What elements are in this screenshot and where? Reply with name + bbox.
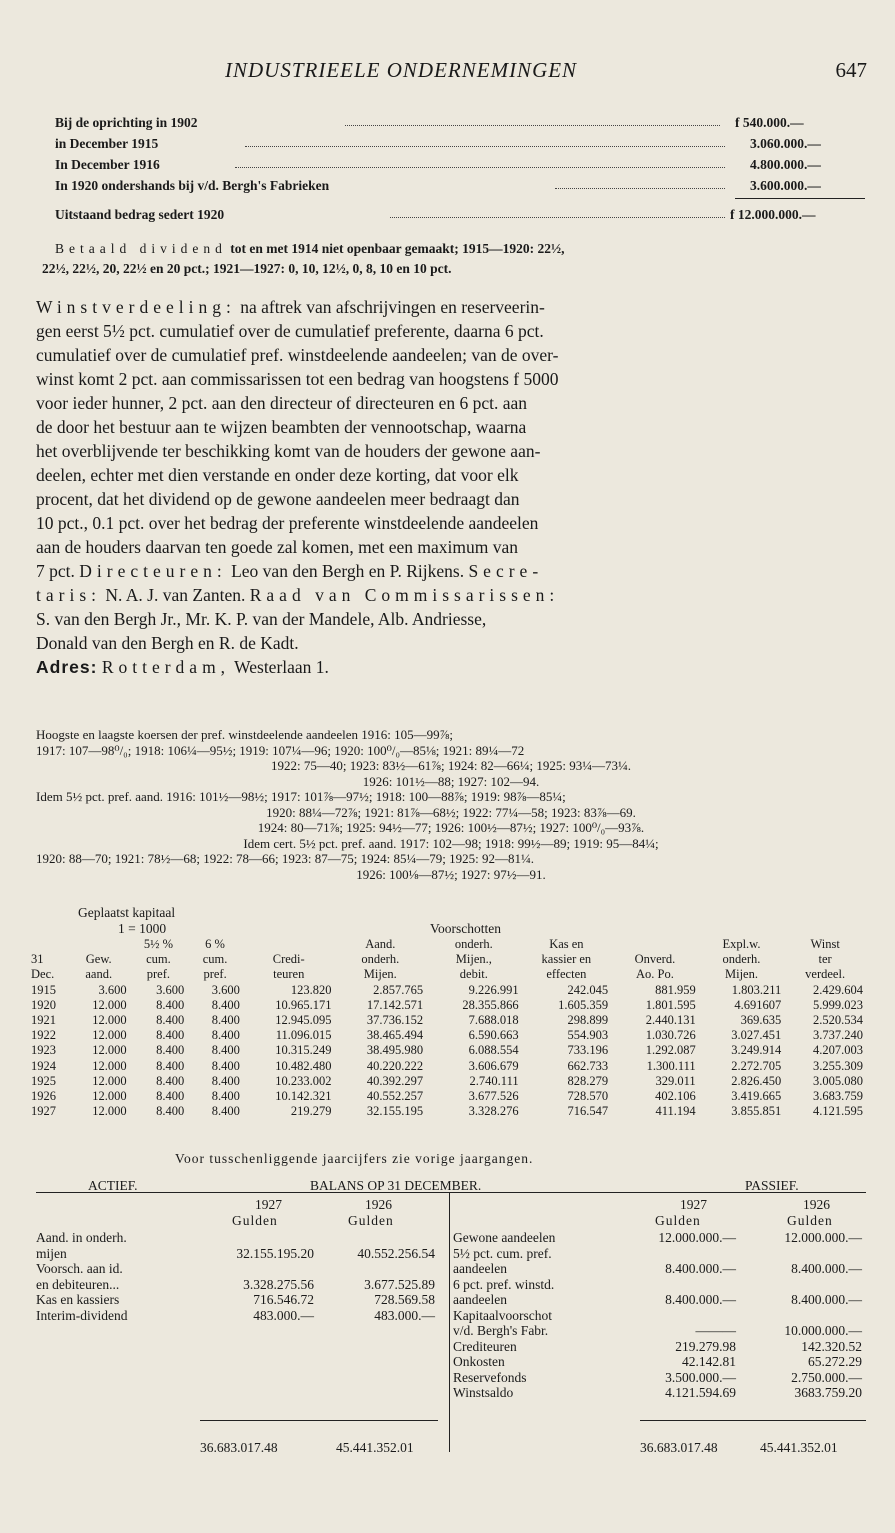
balans-value-1927: 42.142.81 bbox=[682, 1354, 736, 1369]
header-cell: kassier en bbox=[541, 952, 592, 967]
secretaris-name: N. A. J. van Zanten. bbox=[105, 585, 246, 605]
header-cell: Aand. bbox=[365, 937, 396, 951]
balans-label: aandeelen bbox=[453, 1292, 507, 1307]
balans-value-1926: 65.272.29 bbox=[808, 1354, 862, 1369]
body-line: winst komt 2 pct. aan commissarissen tot een bedrag van hoogstens f 5000 bbox=[36, 369, 559, 389]
year-cell: 1925 bbox=[31, 1073, 56, 1088]
header-cell: Expl.w. bbox=[722, 937, 761, 951]
value-cell: 38.465.494 bbox=[366, 1028, 424, 1043]
value-cell: 298.899 bbox=[567, 1013, 609, 1028]
value-cell: 2.520.534 bbox=[813, 1013, 863, 1028]
balans-label: mijen bbox=[36, 1245, 67, 1261]
balans-row bbox=[453, 1323, 866, 1339]
koers-line: 1924: 80—71⅞; 1925: 94½—77; 1926: 100½—87½; 1927: 100⁰/₀—93⅞. bbox=[257, 820, 645, 835]
dividend-heading: Betaald dividend bbox=[55, 241, 227, 256]
value-cell: 3.606.679 bbox=[468, 1058, 519, 1073]
balans-value-1926: 483.000.— bbox=[374, 1307, 435, 1323]
body-line: procent, dat het dividend op de gewone aandeelen meer bedraagt dan bbox=[36, 489, 520, 509]
balans-label: en debiteuren... bbox=[36, 1276, 120, 1292]
value-cell: 402.106 bbox=[655, 1089, 696, 1104]
value-cell: 3.677.526 bbox=[468, 1089, 519, 1104]
balans-row bbox=[453, 1277, 866, 1293]
balans-label: Reservefonds bbox=[453, 1369, 527, 1385]
winstverdeeling-heading: Winstverdeeling: bbox=[36, 297, 236, 317]
value-cell: 8.400 bbox=[211, 1028, 240, 1043]
value-cell: 2.857.765 bbox=[373, 982, 424, 997]
body-line: aan de houders daarvan ten goede zal komen, met een maximum van bbox=[36, 537, 519, 557]
header-cell: Mijen., bbox=[455, 952, 492, 967]
value-cell: 369.635 bbox=[740, 1013, 782, 1028]
header-cell: debit. bbox=[459, 967, 488, 982]
koers-line: 1926: 100⅛—87½; 1927: 97½—91. bbox=[356, 866, 546, 882]
balans-row bbox=[453, 1385, 866, 1401]
balans-label: v/d. Bergh's Fabr. bbox=[453, 1323, 549, 1338]
header-cell bbox=[243, 937, 335, 952]
koers-line: Idem 5½ pct. pref. aand. 1916: 101½—98½; 1917: 101⅞—97½; 1918: 100—88⅞; 1919: 98⅞—85¼; bbox=[36, 789, 566, 804]
value-cell: 2.429.604 bbox=[813, 982, 863, 997]
total-actief-1927: 36.683.017.48 bbox=[200, 1440, 278, 1455]
body-line: de door het bestuur aan te wijzen beambten der vennootschap, waarna bbox=[36, 417, 527, 437]
adres-label: Adres: bbox=[36, 657, 98, 677]
value-cell: 12.000 bbox=[92, 1013, 127, 1028]
header-cell: 6 % bbox=[205, 937, 225, 951]
value-cell: 733.196 bbox=[567, 1043, 609, 1058]
outstanding-label: Uitstaand bedrag sedert 1920 bbox=[55, 207, 225, 222]
col-unit: Gulden bbox=[348, 1213, 394, 1228]
value-cell: 1.801.595 bbox=[645, 997, 696, 1012]
header-cell: Onverd. bbox=[634, 952, 676, 967]
value-cell: 2.272.705 bbox=[731, 1058, 782, 1073]
value-cell: 10.482.480 bbox=[275, 1058, 332, 1073]
header-cell bbox=[611, 937, 699, 952]
commissarissen-names: S. van den Bergh Jr., Mr. K. P. van der Mandele, Alb. Andriesse, bbox=[36, 609, 487, 629]
balans-label: Interim-dividend bbox=[36, 1307, 128, 1323]
value-cell: 4.207.003 bbox=[813, 1043, 863, 1058]
adres-street: Westerlaan 1. bbox=[234, 657, 329, 677]
table-row bbox=[28, 1028, 866, 1043]
balans-value-1926: 40.552.256.54 bbox=[357, 1245, 435, 1261]
table-header-row bbox=[28, 937, 866, 952]
header-cell bbox=[68, 937, 130, 952]
table-footer: Voor tusschenliggende jaarcijfers zie vorige jaargangen. bbox=[175, 1151, 534, 1166]
value-cell: 8.400 bbox=[211, 1043, 240, 1058]
col-year: 1926 bbox=[803, 1197, 830, 1212]
value-cell: 12.000 bbox=[92, 1028, 127, 1043]
value-cell: 40.552.257 bbox=[366, 1089, 424, 1104]
balans-label: Aand. in onderh. bbox=[36, 1230, 127, 1245]
value-cell: 1.300.111 bbox=[646, 1058, 696, 1073]
value-cell: 3.600 bbox=[211, 982, 240, 997]
balans-label: 6 pct. pref. winstd. bbox=[453, 1276, 555, 1292]
value-cell: 3.328.276 bbox=[468, 1104, 519, 1119]
balans-row bbox=[453, 1246, 866, 1262]
header-cell: Mijen. bbox=[724, 967, 758, 982]
value-cell: 3.027.451 bbox=[731, 1028, 782, 1043]
table-row bbox=[28, 998, 866, 1013]
capital-amount: 4.800.000.— bbox=[750, 157, 821, 172]
value-cell: 3.683.759 bbox=[813, 1089, 863, 1104]
value-cell: 1.030.726 bbox=[645, 1028, 696, 1043]
header-cell: pref. bbox=[146, 967, 171, 982]
capital-line: in December 1915 bbox=[55, 136, 159, 151]
value-cell: 8.400 bbox=[156, 997, 185, 1012]
value-cell: 12.000 bbox=[92, 1058, 127, 1073]
passief-list bbox=[453, 1230, 866, 1401]
value-cell: 3.737.240 bbox=[813, 1028, 863, 1043]
balans-divider bbox=[449, 1192, 450, 1452]
total-passief-1927: 36.683.017.48 bbox=[640, 1440, 718, 1455]
value-cell: 8.400 bbox=[156, 1028, 185, 1043]
winstverdeeling-text bbox=[36, 295, 866, 679]
value-cell: 38.495.980 bbox=[366, 1043, 424, 1058]
balans-title: BALANS OP 31 DECEMBER. bbox=[310, 1178, 482, 1193]
koersen-section bbox=[36, 727, 866, 882]
koers-line: 1917: 107—98⁰/₀; 1918: 106¼—95½; 1919: 107¼—96; 1920: 100⁰/₀—85⅛; 1921: 89¼—72 bbox=[36, 742, 525, 758]
value-cell: 123.820 bbox=[290, 982, 332, 997]
koers-line: Hoogste en laagste koersen der pref. winstdeelende aandeelen 1916: 105—99⅞; bbox=[36, 727, 453, 742]
header-title: INDUSTRIEELE ONDERNEMINGEN bbox=[225, 58, 578, 82]
table-row bbox=[28, 1059, 866, 1074]
balans-label: Kas en kassiers bbox=[36, 1292, 120, 1307]
value-cell: 8.400 bbox=[211, 997, 240, 1012]
capital-amount: 3.600.000.— bbox=[750, 178, 821, 193]
value-cell: 8.400 bbox=[211, 1104, 240, 1119]
value-cell: 329.011 bbox=[655, 1073, 696, 1088]
value-cell: 28.355.866 bbox=[462, 997, 519, 1012]
value-cell: 3.005.080 bbox=[813, 1073, 863, 1088]
value-cell: 10.965.171 bbox=[275, 997, 332, 1012]
balans-label: Voorsch. aan id. bbox=[36, 1261, 123, 1276]
value-cell: 8.400 bbox=[211, 1089, 240, 1104]
dividend-text: 22½, 22½, 20, 22½ en 20 pct.; 1921—1927: 0, 10, 12½, 0, 8, 10 en 10 pct. bbox=[42, 261, 452, 276]
col-unit: Gulden bbox=[787, 1213, 833, 1228]
header-cell: Winst bbox=[810, 937, 840, 951]
table-row bbox=[28, 1089, 866, 1104]
value-cell: 8.400 bbox=[211, 1058, 240, 1073]
balans-value-1927: 3.328.275.56 bbox=[243, 1276, 314, 1292]
balans-value-1927: 4.121.594.69 bbox=[665, 1385, 736, 1400]
page-number: 647 bbox=[835, 58, 867, 82]
value-cell: 12.000 bbox=[92, 1073, 127, 1088]
value-cell: 3.419.665 bbox=[731, 1089, 782, 1104]
body-line: deelen, echter met dien verstande en onder deze korting, dat voor elk bbox=[36, 465, 519, 485]
value-cell: 12.000 bbox=[92, 1089, 127, 1104]
year-cell: 1922 bbox=[31, 1028, 56, 1043]
body-line: 7 pct. bbox=[36, 561, 75, 581]
balans-value-1927: 483.000.— bbox=[253, 1307, 314, 1323]
total-rule-right bbox=[640, 1420, 866, 1421]
value-cell: 7.688.018 bbox=[468, 1013, 519, 1028]
capital-table bbox=[28, 937, 866, 1119]
balans-row bbox=[36, 1292, 441, 1308]
value-cell: 5.999.023 bbox=[813, 997, 863, 1012]
value-cell: 10.315.249 bbox=[275, 1043, 332, 1058]
value-cell: 12.945.095 bbox=[275, 1013, 332, 1028]
year-cell: 1923 bbox=[31, 1043, 56, 1058]
balans-row bbox=[453, 1339, 866, 1355]
balans-label: Crediteuren bbox=[453, 1338, 517, 1354]
value-cell: 8.400 bbox=[211, 1013, 240, 1028]
value-cell: 32.155.195 bbox=[366, 1104, 424, 1119]
balans-value-1927: 12.000.000.— bbox=[658, 1230, 736, 1245]
value-cell: 828.279 bbox=[567, 1073, 609, 1088]
value-cell: 662.733 bbox=[567, 1058, 609, 1073]
total-passief-1926: 45.441.352.01 bbox=[760, 1440, 838, 1455]
value-cell: 8.400 bbox=[156, 1104, 185, 1119]
value-cell: 554.903 bbox=[567, 1028, 609, 1043]
table-row bbox=[28, 1013, 866, 1028]
actief-heading: ACTIEF. bbox=[88, 1178, 138, 1193]
balans-label: Kapitaalvoorschot bbox=[453, 1307, 552, 1323]
commissarissen-names: Donald van den Bergh en R. de Kadt. bbox=[36, 633, 299, 653]
header-cell: cum. bbox=[202, 952, 228, 967]
balans-label: 5½ pct. cum. pref. bbox=[453, 1245, 552, 1261]
voorschotten-heading: Voorschotten bbox=[430, 921, 501, 936]
total-rule-left bbox=[200, 1420, 438, 1421]
sum-rule bbox=[735, 198, 865, 199]
value-cell: 6.590.663 bbox=[468, 1028, 519, 1043]
year-cell: 1924 bbox=[31, 1058, 56, 1073]
balans-row bbox=[36, 1230, 441, 1246]
value-cell: 2.740.111 bbox=[469, 1073, 519, 1088]
col-year: 1927 bbox=[255, 1197, 282, 1212]
value-cell: 6.088.554 bbox=[468, 1043, 519, 1058]
header-cell: Credi- bbox=[272, 952, 305, 967]
header-cell: aand. bbox=[85, 967, 113, 982]
balans-row bbox=[453, 1354, 866, 1370]
header-cell: 31 bbox=[31, 952, 44, 967]
value-cell: 8.400 bbox=[156, 1089, 185, 1104]
balans-label: Winstsaldo bbox=[453, 1385, 514, 1400]
value-cell: 10.142.321 bbox=[275, 1089, 332, 1104]
table-subtitle: 1 = 1000 bbox=[118, 921, 167, 936]
value-cell: 728.570 bbox=[567, 1089, 609, 1104]
koers-line: 1926: 101½—88; 1927: 102—94. bbox=[362, 773, 540, 789]
table-row bbox=[28, 983, 866, 998]
capital-amount: f 540.000.— bbox=[735, 115, 804, 130]
outstanding-amount: f 12.000.000.— bbox=[730, 207, 816, 222]
year-cell: 1915 bbox=[31, 982, 56, 997]
adres-city: Rotterdam, bbox=[101, 657, 231, 677]
value-cell: 4.121.595 bbox=[813, 1104, 863, 1119]
body-line: cumulatief over de cumulatief pref. winstdeelende aandeelen; van de over- bbox=[36, 345, 559, 365]
header-cell: onderh. bbox=[454, 937, 493, 951]
balans-value-1927: 8.400.000.— bbox=[665, 1292, 736, 1307]
value-cell: 12.000 bbox=[92, 1043, 127, 1058]
balans-value-1926: 3.677.525.89 bbox=[364, 1276, 435, 1292]
value-cell: 10.233.002 bbox=[275, 1073, 332, 1088]
value-cell: 8.400 bbox=[156, 1043, 185, 1058]
value-cell: 8.400 bbox=[156, 1073, 185, 1088]
directeuren-names: Leo van den Bergh en P. Rijkens. bbox=[231, 561, 465, 581]
col-unit: Gulden bbox=[232, 1213, 278, 1228]
balans-value-1926: 2.750.000.— bbox=[791, 1369, 862, 1385]
value-cell: 3.855.851 bbox=[731, 1104, 782, 1119]
value-cell: 1.605.359 bbox=[558, 997, 609, 1012]
balans-value-1926: 3683.759.20 bbox=[794, 1385, 862, 1400]
balans-row bbox=[453, 1292, 866, 1308]
balans-value-1926: 8.400.000.— bbox=[791, 1261, 862, 1276]
capital-line: Bij de oprichting in 1902 bbox=[55, 115, 198, 130]
header-cell: Gew. bbox=[85, 952, 112, 967]
value-cell: 4.691607 bbox=[734, 997, 782, 1012]
balans-row bbox=[36, 1261, 441, 1277]
value-cell: 881.959 bbox=[655, 982, 696, 997]
year-cell: 1921 bbox=[31, 1013, 56, 1028]
value-cell: 8.400 bbox=[211, 1073, 240, 1088]
value-cell: 37.736.152 bbox=[366, 1013, 424, 1028]
header-cell: Kas en bbox=[549, 937, 584, 951]
balans-label: aandeelen bbox=[453, 1261, 507, 1276]
header-cell: Ao. Po. bbox=[635, 967, 674, 982]
col-year: 1927 bbox=[680, 1197, 707, 1212]
year-cell: 1927 bbox=[31, 1104, 56, 1119]
running-header bbox=[0, 58, 895, 88]
secretaris-heading-cont: taris: bbox=[36, 585, 101, 605]
actief-list bbox=[36, 1230, 441, 1323]
capital-amount: 3.060.000.— bbox=[750, 136, 821, 151]
header-cell: Dec. bbox=[31, 967, 55, 982]
passief-heading: PASSIEF. bbox=[745, 1178, 799, 1193]
balans-value-1927: ——— bbox=[695, 1323, 736, 1338]
table-row bbox=[28, 1074, 866, 1089]
value-cell: 11.096.015 bbox=[275, 1028, 332, 1043]
value-cell: 3.255.309 bbox=[813, 1058, 863, 1073]
balans-value-1926: 728.569.58 bbox=[374, 1292, 435, 1307]
header-cell: pref. bbox=[203, 967, 227, 982]
value-cell: 716.547 bbox=[567, 1104, 609, 1119]
value-cell: 17.142.571 bbox=[366, 997, 424, 1012]
year-cell: 1926 bbox=[31, 1089, 56, 1104]
koers-line: 1922: 75—40; 1923: 83½—61⅞; 1924: 82—66¼; 1925: 93¼—73¼. bbox=[270, 758, 632, 773]
balans-value-1926: 12.000.000.— bbox=[784, 1230, 862, 1245]
balans-value-1927: 3.500.000.— bbox=[665, 1369, 736, 1385]
table-row bbox=[28, 1104, 866, 1119]
value-cell: 3.249.914 bbox=[731, 1043, 782, 1058]
capital-line: In December 1916 bbox=[55, 157, 160, 172]
header-cell: Mijen. bbox=[363, 967, 397, 982]
balans-value-1927: 8.400.000.— bbox=[665, 1261, 736, 1276]
balans-value-1926: 142.320.52 bbox=[801, 1338, 862, 1354]
balans-row bbox=[453, 1261, 866, 1277]
balans-row bbox=[36, 1308, 441, 1324]
dividend-text: tot en met 1914 niet openbaar gemaakt; 1915—1920: 22½, bbox=[230, 241, 565, 256]
col-year: 1926 bbox=[365, 1197, 392, 1212]
balans-row bbox=[453, 1230, 866, 1246]
table-title: Geplaatst kapitaal bbox=[78, 905, 176, 920]
body-line: na aftrek van afschrijvingen en reserveerin- bbox=[240, 297, 545, 317]
koers-line: 1920: 88—70; 1921: 78½—68; 1922: 78—66; 1923: 87—75; 1924: 85¼—79; 1925: 92—81¼. bbox=[36, 851, 534, 866]
balans-row bbox=[36, 1277, 441, 1293]
balans-row bbox=[453, 1308, 866, 1324]
table-header-row bbox=[28, 952, 866, 967]
value-cell: 242.045 bbox=[567, 982, 609, 997]
value-cell: 3.600 bbox=[156, 982, 185, 997]
commissarissen-heading: Raad van Commissarissen: bbox=[249, 585, 560, 605]
value-cell: 9.226.991 bbox=[468, 982, 519, 997]
balans-value-1927: 716.546.72 bbox=[253, 1292, 314, 1307]
balans-label: Gewone aandeelen bbox=[453, 1230, 556, 1245]
value-cell: 2.826.450 bbox=[731, 1073, 782, 1088]
total-actief-1926: 45.441.352.01 bbox=[336, 1440, 414, 1455]
capital-line: In 1920 ondershands bij v/d. Bergh's Fabrieken bbox=[55, 178, 330, 193]
koers-line: Idem cert. 5½ pct. pref. aand. 1917: 102—98; 1918: 99½—89; 1919: 95—84¼; bbox=[243, 835, 659, 851]
value-cell: 12.000 bbox=[92, 1104, 127, 1119]
body-line: voor ieder hunner, 2 pct. aan den directeur of directeuren en 6 pct. aan bbox=[36, 393, 528, 413]
balans-label: Onkosten bbox=[453, 1354, 505, 1369]
value-cell: 40.220.222 bbox=[366, 1058, 424, 1073]
value-cell: 2.440.131 bbox=[645, 1013, 696, 1028]
header-cell: onderh. bbox=[361, 952, 400, 967]
directeuren-heading: Directeuren: bbox=[79, 561, 227, 581]
body-line: gen eerst 5½ pct. cumulatief over de cumulatief preferente, daarna 6 pct. bbox=[36, 321, 544, 341]
value-cell: 1.803.211 bbox=[731, 982, 782, 997]
header-cell: onderh. bbox=[722, 952, 761, 967]
balans-value-1927: 219.279.98 bbox=[675, 1338, 736, 1354]
header-cell: teuren bbox=[273, 967, 305, 982]
koers-line: 1920: 88¼—72⅞; 1921: 81⅞—68½; 1922: 77¼—58; 1923: 83⅞—69. bbox=[266, 804, 636, 820]
header-cell bbox=[28, 937, 68, 952]
secretaris-heading: Secre- bbox=[468, 561, 544, 581]
value-cell: 12.000 bbox=[92, 997, 127, 1012]
balans-row bbox=[36, 1246, 441, 1262]
header-cell: verdeel. bbox=[805, 967, 846, 982]
balans-value-1927: 32.155.195.20 bbox=[236, 1245, 314, 1261]
header-cell: ter bbox=[818, 952, 832, 967]
value-cell: 8.400 bbox=[156, 1013, 185, 1028]
value-cell: 1.292.087 bbox=[645, 1043, 696, 1058]
value-cell: 219.279 bbox=[290, 1104, 332, 1119]
value-cell: 411.194 bbox=[655, 1104, 696, 1119]
header-cell: cum. bbox=[146, 952, 171, 967]
balans-row bbox=[453, 1370, 866, 1386]
value-cell: 8.400 bbox=[156, 1058, 185, 1073]
body-line: het overblijvende ter beschikking komt van de houders der gewone aan- bbox=[36, 441, 541, 461]
balans-value-1926: 8.400.000.— bbox=[791, 1292, 862, 1307]
body-line: 10 pct., 0.1 pct. over het bedrag der preferente winstdeelende aandeelen bbox=[36, 513, 539, 533]
header-cell: effecten bbox=[546, 967, 587, 982]
balans-value-1926: 10.000.000.— bbox=[784, 1323, 862, 1338]
header-cell: 5½ % bbox=[143, 937, 173, 951]
col-unit: Gulden bbox=[655, 1213, 701, 1228]
value-cell: 40.392.297 bbox=[366, 1073, 424, 1088]
value-cell: 3.600 bbox=[98, 982, 127, 997]
table-row bbox=[28, 1043, 866, 1058]
balans-top-rule bbox=[36, 1192, 866, 1193]
year-cell: 1920 bbox=[31, 997, 56, 1012]
table-header-row bbox=[28, 967, 866, 982]
